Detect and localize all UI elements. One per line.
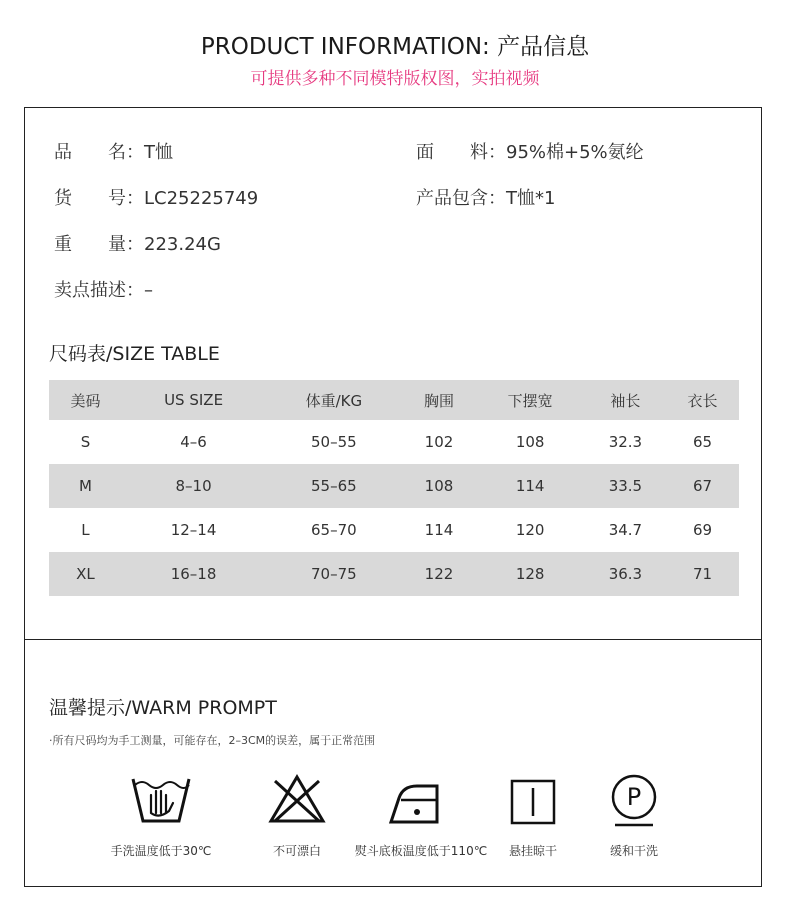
care-label-hang-dry: 悬挂晾干 xyxy=(508,844,557,858)
table-cell: 33.5 xyxy=(585,464,666,508)
care-label-iron: 熨斗底板温度低于110℃ xyxy=(354,844,488,858)
info-selling xyxy=(54,276,153,302)
info-code-value: LC25225749 xyxy=(144,188,259,209)
table-row xyxy=(49,552,739,596)
size-table-title: 尺码表/SIZE TABLE xyxy=(49,343,220,365)
hand-wash-icon xyxy=(129,773,193,827)
table-cell: 65 xyxy=(692,433,713,451)
table-cell: 12–14 xyxy=(170,521,217,539)
info-includes-value: T恤*1 xyxy=(506,188,556,209)
table-cell: 69 xyxy=(692,521,713,539)
info-includes xyxy=(416,184,555,210)
table-cell: 67 xyxy=(666,464,739,508)
section-divider xyxy=(25,639,761,640)
info-weight-value: 223.24G xyxy=(144,234,221,255)
care-label-dry-clean: 缓和干洗 xyxy=(609,844,658,858)
table-cell: XL xyxy=(49,552,122,596)
table-cell: 114 xyxy=(424,521,454,539)
table-cell: L xyxy=(81,521,90,539)
table-row xyxy=(49,464,739,508)
table-row xyxy=(49,508,739,552)
table-cell: 65–70 xyxy=(311,521,357,539)
page-title: PRODUCT INFORMATION: 产品信息 xyxy=(200,34,590,60)
info-selling-value: – xyxy=(144,280,153,301)
table-cell: 120 xyxy=(515,521,545,539)
info-name-label: 品 名： xyxy=(54,142,144,163)
table-header-cell: 美码 xyxy=(49,380,122,420)
table-header-cell: 袖长 xyxy=(585,380,666,420)
warm-prompt-title: 温馨提示/WARM PROMPT xyxy=(49,697,277,719)
table-cell: 108 xyxy=(403,464,476,508)
care-label-hand-wash: 手洗温度低于30℃ xyxy=(110,844,212,858)
table-cell: 108 xyxy=(515,433,545,451)
table-cell: 102 xyxy=(424,433,454,451)
hang-dry-icon xyxy=(509,778,557,826)
info-selling-label: 卖点描述： xyxy=(54,280,144,301)
info-code xyxy=(54,184,258,210)
info-material xyxy=(416,138,644,164)
dry-clean-p-icon xyxy=(609,772,659,828)
table-cell: S xyxy=(80,433,91,451)
size-table xyxy=(49,380,739,596)
iron-icon xyxy=(387,778,451,826)
table-cell: 70–75 xyxy=(265,552,402,596)
info-panel xyxy=(24,107,762,887)
svg-text:P: P xyxy=(626,783,642,811)
info-material-label: 面 料： xyxy=(416,142,506,163)
table-cell: 128 xyxy=(475,552,584,596)
table-header-cell: 衣长 xyxy=(666,380,739,420)
table-cell: 8–10 xyxy=(122,464,265,508)
table-row xyxy=(49,420,739,464)
table-header-cell: US SIZE xyxy=(122,380,265,420)
table-cell: 122 xyxy=(403,552,476,596)
page-subtitle: 可提供多种不同模特版权图，实拍视频 xyxy=(250,69,540,89)
info-includes-label: 产品包含： xyxy=(416,188,506,209)
info-name-value: T恤 xyxy=(144,142,173,163)
table-cell: 16–18 xyxy=(122,552,265,596)
table-cell: 114 xyxy=(475,464,584,508)
measurement-note: ·所有尺码均为手工测量，可能存在，2–3CM的误差，属于正常范围 xyxy=(49,734,376,747)
info-material-value: 95%棉+5%氨纶 xyxy=(506,142,644,163)
table-header-cell: 体重/KG xyxy=(265,380,402,420)
table-cell: 55–65 xyxy=(265,464,402,508)
info-weight-label: 重 量： xyxy=(54,234,144,255)
table-header-cell: 下摆宽 xyxy=(475,380,584,420)
table-cell: 36.3 xyxy=(585,552,666,596)
table-header-cell: 胸围 xyxy=(403,380,476,420)
table-cell: 71 xyxy=(666,552,739,596)
table-header-row xyxy=(49,380,739,420)
table-cell: 32.3 xyxy=(608,433,643,451)
table-cell: 50–55 xyxy=(311,433,357,451)
table-cell: 34.7 xyxy=(608,521,643,539)
info-weight xyxy=(54,230,221,256)
table-cell: M xyxy=(49,464,122,508)
care-label-no-bleach: 不可漂白 xyxy=(272,844,321,858)
table-cell: 4–6 xyxy=(180,433,207,451)
info-name xyxy=(54,138,173,164)
info-code-label: 货 号： xyxy=(54,188,144,209)
no-bleach-icon xyxy=(267,773,327,825)
